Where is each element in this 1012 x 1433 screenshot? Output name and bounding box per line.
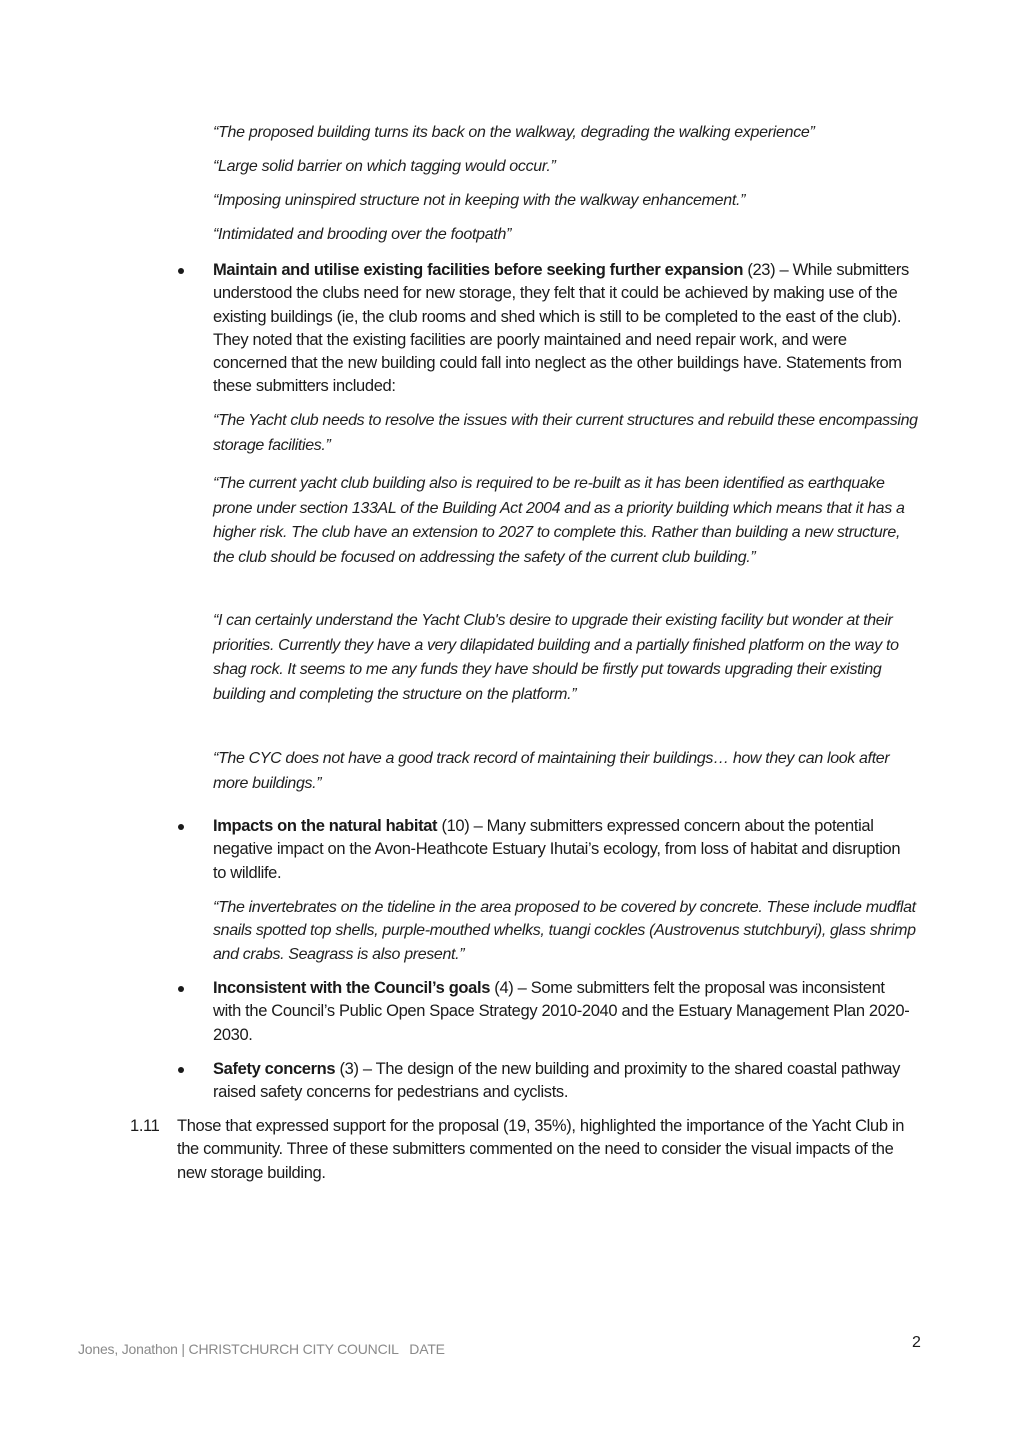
bullet-count: (3)	[339, 1060, 359, 1078]
quote-walkway: “The proposed building turns its back on the walkway, degrading the walking experience”	[213, 124, 815, 141]
quote-priorities: “I can certainly understand the Yacht Club's desire to upgrade their existing facility but wonder at their priorities. Currently they have a very dilapidated building and a partially finished platform on the way to shag rock. It seems to me any funds they have should be firstly put towards upgrading their existing building and completing the structure on the platform.”	[213, 612, 899, 703]
quote-imposing: “Imposing uninspired structure not in keeping with the walkway enhancement.”	[213, 192, 746, 209]
bullet-heading: Maintain and utilise existing facilities before seeking further expansion	[213, 261, 744, 279]
bullet-heading: Impacts on the natural habitat	[213, 817, 438, 835]
quote-resolve-issues: “The Yacht club needs to resolve the issues with their current structures and rebuild these encompassing storage facilities.”	[213, 412, 918, 454]
quote-tagging: “Large solid barrier on which tagging would occur.”	[213, 158, 556, 175]
bullet-body	[213, 977, 913, 1047]
bullet-count: (23)	[747, 261, 776, 279]
paragraph-text: Those that expressed support for the proposal (19, 35%), highlighted the importance of the Yacht Club in the community. Three of these submitters commented on the need to consider the visual impacts of the new storage building.	[177, 1117, 905, 1182]
quote-track-record: “The CYC does not have a good track record of maintaining their buildings… how they can look after more buildings.”	[213, 750, 890, 792]
bullet-text: – The design of the new building and proximity to the shared coastal pathway raised safety concerns for pedestrians and cyclists.	[213, 1060, 901, 1102]
bullet-body	[213, 259, 913, 399]
page-number: 2	[912, 1334, 921, 1351]
bullet-count: (10)	[441, 817, 470, 835]
bullet-body	[213, 1058, 913, 1105]
quote-invertebrates: “The invertebrates on the tideline in the area proposed to be covered by concrete. These include mudflat snails spotted top shells, purple-mouthed whelks, tuangi cockles (Austrovenus stutchburyi), glass shrimp and crabs. Seagrass is also present.”	[213, 899, 916, 963]
bullet-text: – Some submitters felt the proposal was inconsistent with the Council’s Public Open Space Strategy 2010-2040 and the Estuary Management Plan 2020-2030.	[213, 979, 910, 1044]
bullet-icon	[178, 1067, 184, 1073]
quote-earthquake-prone: “The current yacht club building also is required to be re-built as it has been identified as earthquake prone under section 133AL of the Building Act 2004 and as a priority building which means that it has a higher risk. The club have an extension to 2027 to complete this. Rather than building a new structure, the club should be focused on addressing the safety of the current club building.”	[213, 475, 905, 566]
bullet-count: (4)	[494, 979, 514, 997]
bullet-body	[213, 815, 913, 885]
bullet-text: – Many submitters expressed concern about the potential negative impact on the Avon-Heathcote Estuary Ihutai’s ecology, from loss of habitat and disruption to wildlife.	[213, 817, 901, 882]
bullet-icon	[178, 986, 184, 992]
paragraph-number: 1.11	[130, 1117, 160, 1135]
bullet-icon	[178, 824, 184, 830]
bullet-heading: Inconsistent with the Council’s goals	[213, 979, 491, 997]
bullet-text: – While submitters understood the clubs need for new storage, they felt that it could be achieved by making use of the existing buildings (ie, the club rooms and shed which is still to be completed to the east of the club). They noted that the existing facilities are poorly maintained and need repair work, and were concerned that the new building could fall into neglect as the other buildings have. Statements from these submitters included:	[213, 261, 909, 396]
bullet-heading: Safety concerns	[213, 1060, 336, 1078]
footer-author-org: Jones, Jonathon | CHRISTCHURCH CITY COUNCIL DATE	[78, 1341, 445, 1357]
bullet-icon	[178, 268, 184, 274]
quote-intimidated: “Intimidated and brooding over the footpath”	[213, 226, 512, 243]
